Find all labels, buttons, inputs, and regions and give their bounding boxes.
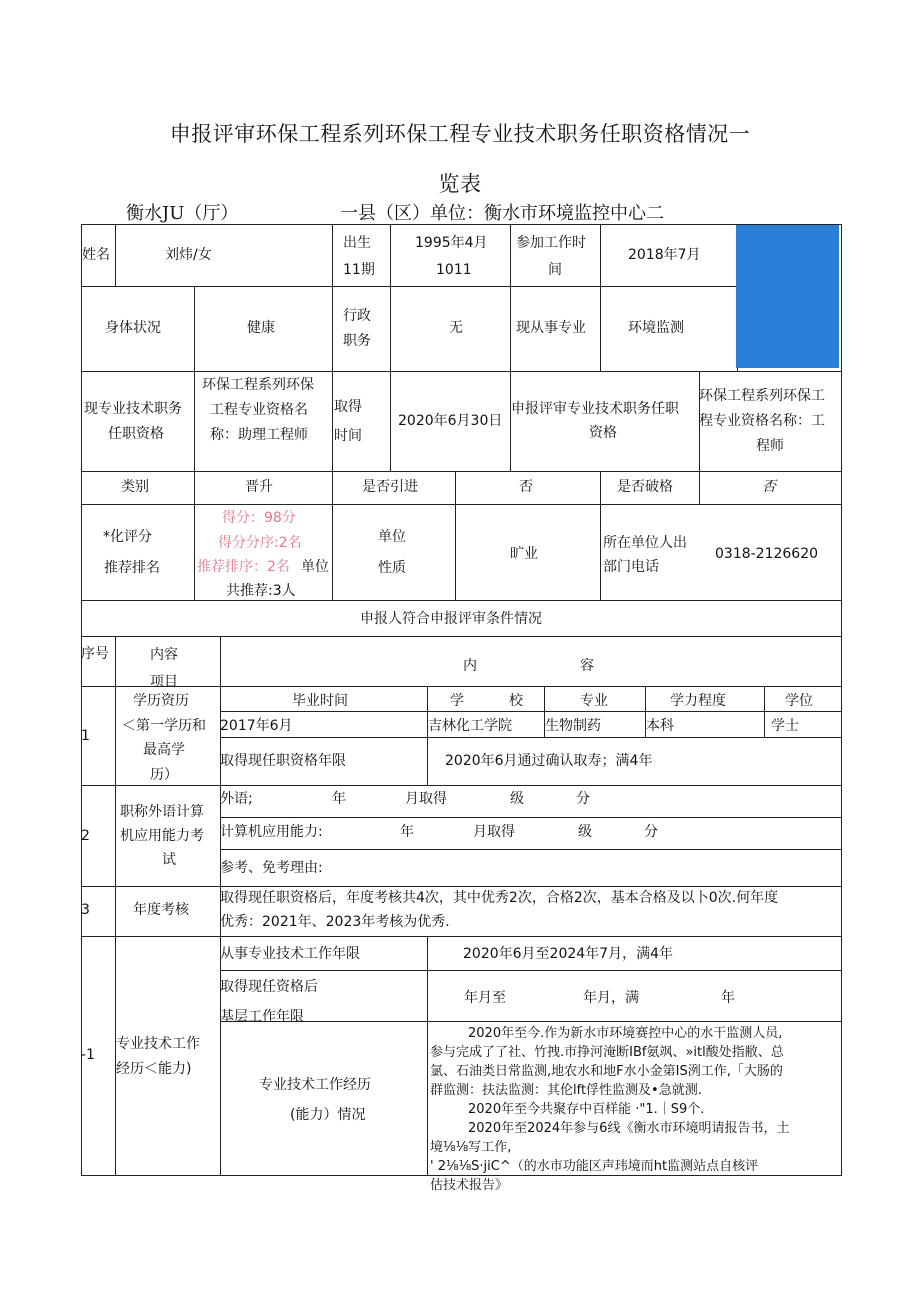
exp-line: 境⅛⅛写工作, xyxy=(430,1140,512,1155)
health-label: 身体状况 xyxy=(105,320,161,336)
birth-label: 出生 xyxy=(343,235,371,251)
lang-label-2: 机应用能力考 xyxy=(120,828,204,844)
rule xyxy=(390,371,391,471)
grad-value: 2017年6月 xyxy=(220,718,293,734)
col-seq: 序号 xyxy=(81,646,109,662)
h-school-a: 学 xyxy=(450,693,464,709)
computer-label: 计算机应用能力: xyxy=(220,824,323,840)
apply-label: 申报评审专业技术职务任职 xyxy=(511,401,679,417)
exp-line: 2020年至今共聚存中百样能 ·"1.｜S9个. xyxy=(468,1102,705,1117)
h-major: 专业 xyxy=(580,693,608,709)
name-label: 姓名 xyxy=(82,247,110,263)
exp-label-2: (能力）情况 xyxy=(290,1107,366,1123)
admin-label-2: 职务 xyxy=(343,333,371,349)
admin-label: 行政 xyxy=(343,308,371,324)
rule xyxy=(455,471,456,600)
col-content-a: 内 xyxy=(463,658,477,674)
exp-line: 群监测：扶法监测：其伦lft俘性监测及•急就测. xyxy=(430,1083,702,1098)
level-value: 本科 xyxy=(646,718,674,734)
computer-score: 分 xyxy=(644,824,658,840)
rule xyxy=(82,286,737,287)
birth-value: 1995年4月 xyxy=(415,235,488,251)
page-title: 申报评审环保工程系列环保工程专业技术职务任职资格情况一 xyxy=(169,122,751,146)
work-start-value: 2018年7月 xyxy=(628,247,701,263)
recommend-total: 共推荐:3人 xyxy=(226,583,296,599)
cur-qual-label: 现专业技术职务 xyxy=(84,401,182,417)
col-item-2: 项目 xyxy=(150,674,178,690)
rule xyxy=(82,636,841,637)
rule xyxy=(82,471,841,472)
unit-nature-label-2: 性质 xyxy=(378,560,406,576)
work-years-label: 从事专业技术工作年限 xyxy=(220,946,360,962)
exp-label: 专业技术工作经历 xyxy=(259,1077,371,1093)
apply-value-3: 程师 xyxy=(756,438,784,454)
major-label: 现从事专业 xyxy=(516,320,586,336)
work-start-label: 参加工作时 xyxy=(516,235,586,251)
rank-label-2: 推荐排名 xyxy=(104,560,160,576)
edu-label-3: 最高学 xyxy=(143,742,185,758)
rule xyxy=(332,225,333,600)
h-school-b: 校 xyxy=(509,693,523,709)
major-value: 环境监测 xyxy=(628,320,684,336)
birth-label-2: 11期 xyxy=(343,262,375,278)
edu-label-4: 历） xyxy=(150,767,178,783)
rule xyxy=(427,936,428,1175)
subtitle-city: 衡水JU（厅） xyxy=(126,203,239,224)
apply-label-2: 资格 xyxy=(589,425,617,441)
annual-label: 年度考核 xyxy=(133,902,189,918)
recommend-order: 推荐排序：2名 xyxy=(197,559,290,575)
rule xyxy=(115,636,116,1175)
edu-label: 学历资历 xyxy=(133,693,189,709)
rank-label: *化评分 xyxy=(103,529,152,545)
name-value: 刘炜/女 xyxy=(165,247,212,263)
exp-line: 2020年至今.作为新水市环境赛控中心的水干监测人员, xyxy=(468,1026,783,1041)
rule xyxy=(82,936,841,937)
work-start-label-2: 间 xyxy=(548,262,562,278)
edu-label-2: ＜第一学历和 xyxy=(122,718,206,734)
rule xyxy=(220,1021,841,1022)
rule xyxy=(699,471,700,504)
exp-line: ' 2⅛⅛S·jiC^（的水市功能区声玮境而ht监测站点自核评 xyxy=(430,1159,759,1174)
rule xyxy=(390,225,391,371)
introduced-label: 是否引进 xyxy=(362,479,418,495)
exempt-label: 参考、免考理由: xyxy=(220,860,323,876)
annual-line2: 优秀：2021年、2023年考核为优秀. xyxy=(220,914,450,930)
subtitle-unit: 一县（区）单位：衡水市环境监控中心二 xyxy=(340,203,664,224)
apply-value-2: 程专业资格名称：工 xyxy=(699,413,825,429)
school-value: 吉林化工学院 xyxy=(428,718,512,734)
introduced-value: 否 xyxy=(519,479,533,495)
rule xyxy=(220,737,841,738)
phone-label: 所在单位人出 xyxy=(603,535,687,551)
cur-qual-label-2: 任职资格 xyxy=(108,426,164,442)
foreign-year: 年 xyxy=(332,791,346,807)
rule xyxy=(510,225,511,471)
page-title-line2: 览表 xyxy=(438,172,482,196)
exp-line: 估技术报告》 xyxy=(430,1178,509,1193)
obtain-value: 2020年6月30日 xyxy=(398,413,503,429)
edu-seq: 1 xyxy=(81,728,90,744)
foreign-label: 外语; xyxy=(220,791,253,807)
lang-label: 职称外语计算 xyxy=(120,804,204,820)
rule xyxy=(220,817,841,818)
phone-label-2: 部门电话 xyxy=(603,559,659,575)
grass-a: 年月至 xyxy=(464,990,506,1006)
rule xyxy=(82,600,841,601)
cur-qual-value-3: 称：助理工程师 xyxy=(210,427,308,443)
experience-text xyxy=(430,1024,838,1193)
rule xyxy=(194,286,195,471)
h-degree: 学位 xyxy=(785,693,813,709)
rule xyxy=(82,785,841,786)
rule xyxy=(600,225,601,371)
grass-label-2: 基层工作年限 xyxy=(220,1009,304,1025)
rule xyxy=(115,225,116,286)
rule xyxy=(220,849,841,850)
work-label-2: 经历＜能力) xyxy=(116,1061,192,1077)
apply-value: 环保工程系列环保工 xyxy=(699,388,825,404)
cur-qual-value-2: 工程专业资格名 xyxy=(210,402,308,418)
exp-line: 参与完成了了社、竹拽.市挣河淹断IBf氨飒、»itl酸处指敝、总 xyxy=(430,1045,784,1060)
rule xyxy=(427,737,428,785)
obtain-label-2: 时间 xyxy=(334,428,362,444)
grass-label: 取得现任资格后 xyxy=(220,979,318,995)
qual-years-value: 2020年6月通过确认取寿；满4年 xyxy=(445,753,653,769)
foreign-score: 分 xyxy=(576,791,590,807)
rule xyxy=(82,686,841,687)
computer-month: 月取得 xyxy=(473,824,515,840)
col-item: 内容 xyxy=(150,647,178,663)
category-value: 晋升 xyxy=(245,479,273,495)
exp-line: 2020年至2024年参与6线《衡水市环境明请报告书，土 xyxy=(468,1121,790,1136)
exp-line: 氯、石油类日常监测,地农水和地F水小金第IS洌工作,「大肠的 xyxy=(430,1064,783,1079)
qual-years-label: 取得现任职资格年限 xyxy=(220,753,346,769)
recommend-unit: 单位 xyxy=(301,559,329,575)
h-grad: 毕业时间 xyxy=(292,693,348,709)
exception-value: 否 xyxy=(762,479,776,495)
annual-line1: 取得现任职资格后，年度考核共4次，其中优秀2次，合格2次，基本合格及以卜0次.何年度 xyxy=(220,890,779,906)
h-level: 学力程度 xyxy=(670,693,726,709)
rule xyxy=(220,970,841,971)
annual-seq: 3 xyxy=(81,902,90,918)
exception-label: 是否破格 xyxy=(617,479,673,495)
rule xyxy=(82,504,841,505)
score-order: 得分分序:2名 xyxy=(218,535,302,551)
conditions-header: 申报人符合申报评审条件情况 xyxy=(360,611,542,627)
computer-year: 年 xyxy=(400,824,414,840)
rule xyxy=(764,686,765,737)
foreign-month: 月取得 xyxy=(405,791,447,807)
phone-value: 0318-2126620 xyxy=(715,546,819,562)
unit-nature-value: 旷业 xyxy=(510,546,538,562)
lang-seq: 2 xyxy=(81,828,90,844)
obtain-label: 取得 xyxy=(334,399,362,415)
work-seq: -1 xyxy=(81,1047,95,1063)
computer-grade: 级 xyxy=(578,824,592,840)
work-label: 专业技术工作 xyxy=(116,1036,200,1052)
degree-value: 学士 xyxy=(771,718,799,734)
category-label: 类别 xyxy=(121,479,149,495)
work-years-value: 2020年6月至2024年7月，满4年 xyxy=(463,946,673,962)
lang-label-3: 试 xyxy=(162,852,176,868)
grass-b: 年月，满 xyxy=(583,990,639,1006)
rule xyxy=(600,471,601,600)
score-line: 得分：98分 xyxy=(222,510,296,526)
rule xyxy=(82,371,841,372)
major-edu-value: 生物制药 xyxy=(545,718,601,734)
col-content-b: 容 xyxy=(580,658,594,674)
rule xyxy=(194,471,195,600)
applicant-photo xyxy=(736,225,839,368)
admin-value: 无 xyxy=(449,320,463,336)
foreign-grade: 级 xyxy=(510,791,524,807)
cur-qual-value: 环保工程系列环保 xyxy=(202,377,314,393)
grass-c: 年 xyxy=(721,990,735,1006)
health-value: 健康 xyxy=(247,320,275,336)
unit-nature-label: 单位 xyxy=(378,529,406,545)
birth-value-2: 1011 xyxy=(436,262,472,278)
